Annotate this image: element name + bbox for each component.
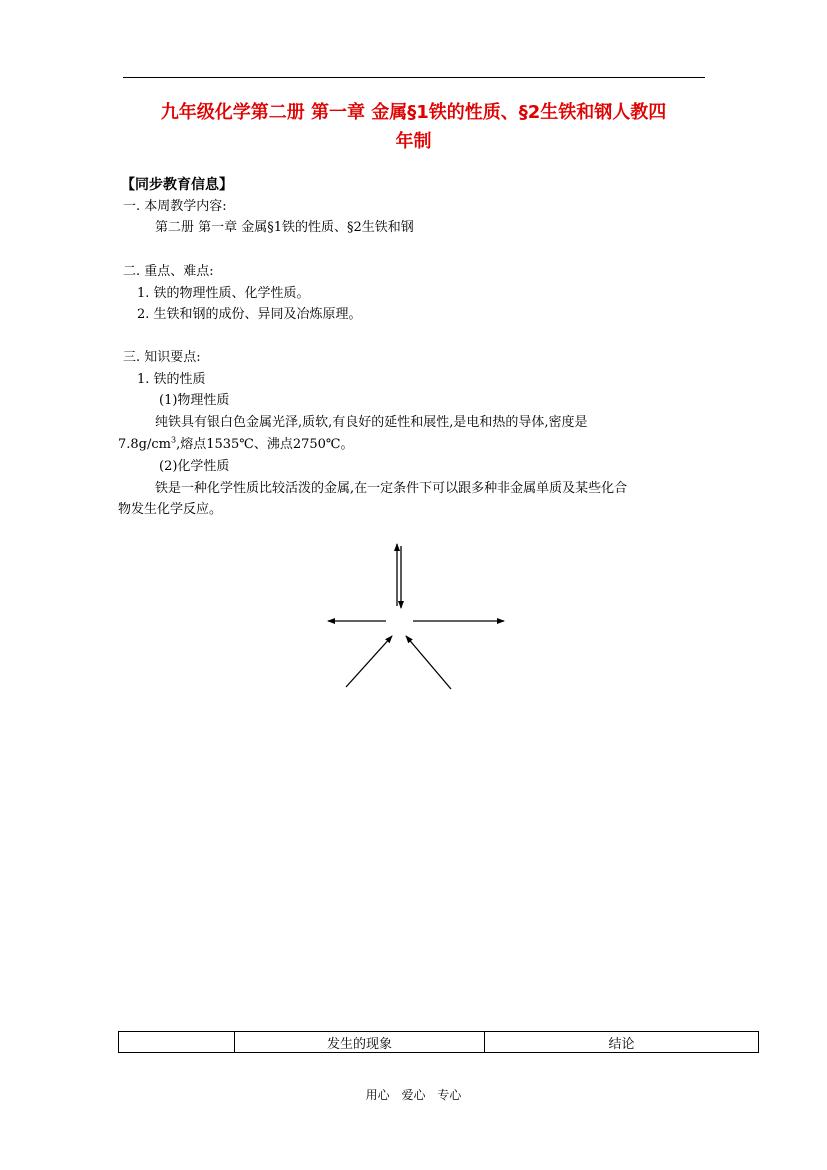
title-line-2: 年制 (395, 131, 432, 152)
density-exponent: 3 (170, 435, 177, 445)
title-line-1: 九年级化学第二册 第一章 金属§1铁的性质、§2生铁和钢人教四 (160, 102, 667, 123)
physical-properties-line-1: 纯铁具有银白色金属光泽,质软,有良好的延性和展性,是电和热的导体,密度是 (155, 415, 588, 430)
table-header-phenomenon: 发生的现象 (235, 1032, 485, 1053)
part2-heading: 二. 重点、难点: (123, 264, 214, 279)
table-header-blank (119, 1032, 235, 1053)
document-title (110, 98, 717, 156)
iron-reaction-diagram (320, 538, 520, 698)
chemical-properties-line-1: 铁是一种化学性质比较活泼的金属,在一定条件下可以跟多种非金属单质及某些化合 (155, 481, 628, 496)
section-header: 【同步教育信息】 (121, 177, 233, 193)
part1-content: 第二册 第一章 金属§1铁的性质、§2生铁和钢 (155, 220, 414, 235)
page-footer: 用心 爱心 专心 (365, 1088, 462, 1102)
density-value: 7.8g/cm (118, 437, 171, 452)
table-header-conclusion: 结论 (485, 1032, 759, 1053)
part3-item-1: 1. 铁的性质 (137, 372, 206, 387)
chemical-properties-line-2: 物发生化学反应。 (118, 502, 223, 517)
part3-sub-2: (2)化学性质 (159, 459, 230, 474)
part1-heading: 一. 本周教学内容: (123, 199, 227, 214)
arrow-lower-right (406, 636, 451, 689)
header-rule (123, 77, 705, 78)
part3-heading: 三. 知识要点: (123, 350, 201, 365)
table-row (119, 1032, 759, 1053)
melting-boiling-points: ,熔点1535℃、沸点2750℃。 (176, 437, 354, 452)
physical-properties-line-2 (118, 435, 353, 455)
part2-item-2: 2. 生铁和钢的成份、异同及冶炼原理。 (137, 307, 362, 322)
observation-table (118, 1031, 759, 1053)
part3-sub-1: (1)物理性质 (159, 393, 230, 408)
part2-item-1: 1. 铁的物理性质、化学性质。 (137, 286, 310, 301)
arrow-lower-left (346, 636, 392, 687)
